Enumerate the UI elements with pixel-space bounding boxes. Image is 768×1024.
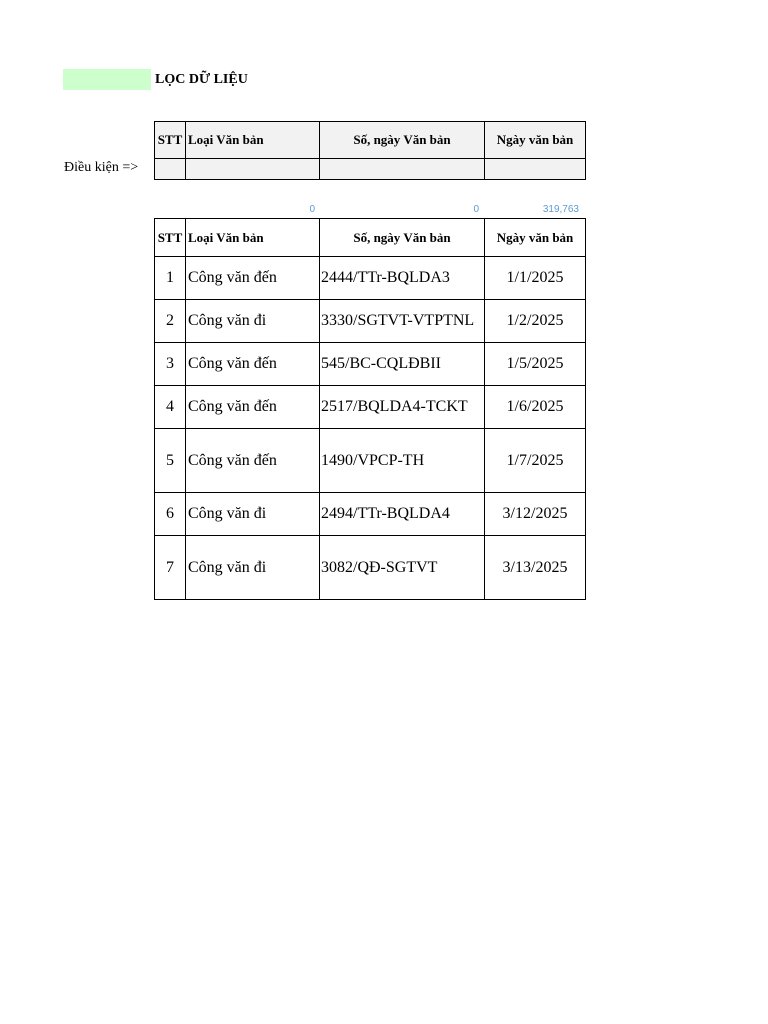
filter-criteria-table [154, 121, 586, 180]
cell-stt[interactable]: 7 [155, 536, 186, 600]
cell-date[interactable]: 1/1/2025 [485, 257, 586, 300]
filter-header-number: Số, ngày Văn bản [320, 122, 485, 159]
table-row [155, 300, 586, 343]
cell-date[interactable]: 1/2/2025 [485, 300, 586, 343]
results-header-date: Ngày văn bản [485, 219, 586, 257]
cell-date[interactable]: 3/13/2025 [485, 536, 586, 600]
table-row [155, 536, 586, 600]
cell-date[interactable]: 1/7/2025 [485, 429, 586, 493]
results-header-number: Số, ngày Văn bản [320, 219, 485, 257]
cell-type[interactable]: Công văn đến [186, 257, 320, 300]
cell-stt[interactable]: 5 [155, 429, 186, 493]
cell-stt[interactable]: 1 [155, 257, 186, 300]
filter-input-row [155, 159, 586, 180]
cell-date[interactable]: 3/12/2025 [485, 493, 586, 536]
table-row [155, 493, 586, 536]
cell-number[interactable]: 545/BC-CQLĐBII [320, 343, 485, 386]
filter-input-type[interactable] [186, 159, 320, 180]
results-table [154, 218, 586, 600]
cell-type[interactable]: Công văn đến [186, 429, 320, 493]
cell-number[interactable]: 2517/BQLDA4-TCKT [320, 386, 485, 429]
cell-type[interactable]: Công văn đi [186, 493, 320, 536]
filter-input-number[interactable] [320, 159, 485, 180]
table-row [155, 343, 586, 386]
cell-type[interactable]: Công văn đi [186, 300, 320, 343]
cell-date[interactable]: 1/6/2025 [485, 386, 586, 429]
page-title: LỌC DỮ LIỆU [155, 72, 248, 87]
table-row [155, 257, 586, 300]
filter-input-stt[interactable] [155, 159, 186, 180]
cell-date[interactable]: 1/5/2025 [485, 343, 586, 386]
table-row [155, 386, 586, 429]
cell-stt[interactable]: 3 [155, 343, 186, 386]
filter-header-stt: STT [155, 122, 186, 159]
cell-type[interactable]: Công văn đến [186, 386, 320, 429]
cell-number[interactable]: 2444/TTr-BQLDA3 [320, 257, 485, 300]
condition-label: Điều kiện => [64, 160, 139, 175]
cell-number[interactable]: 3330/SGTVT-VTPTNL [320, 300, 485, 343]
filter-input-date[interactable] [485, 159, 586, 180]
filter-header-type: Loại Văn bản [186, 122, 320, 159]
total-type: 0 [309, 204, 315, 215]
cell-stt[interactable]: 4 [155, 386, 186, 429]
cell-number[interactable]: 1490/VPCP-TH [320, 429, 485, 493]
cell-number[interactable]: 3082/QĐ-SGTVT [320, 536, 485, 600]
results-header-stt: STT [155, 219, 186, 257]
title-highlight-cell [63, 69, 151, 90]
filter-header-date: Ngày văn bản [485, 122, 586, 159]
cell-stt[interactable]: 2 [155, 300, 186, 343]
cell-type[interactable]: Công văn đi [186, 536, 320, 600]
results-header-row [155, 219, 586, 257]
cell-stt[interactable]: 6 [155, 493, 186, 536]
cell-number[interactable]: 2494/TTr-BQLDA4 [320, 493, 485, 536]
results-header-type: Loại Văn bản [186, 219, 320, 257]
total-number: 0 [473, 204, 479, 215]
filter-header-row [155, 122, 586, 159]
table-row [155, 429, 586, 493]
total-date: 319,763 [542, 204, 579, 215]
cell-type[interactable]: Công văn đến [186, 343, 320, 386]
